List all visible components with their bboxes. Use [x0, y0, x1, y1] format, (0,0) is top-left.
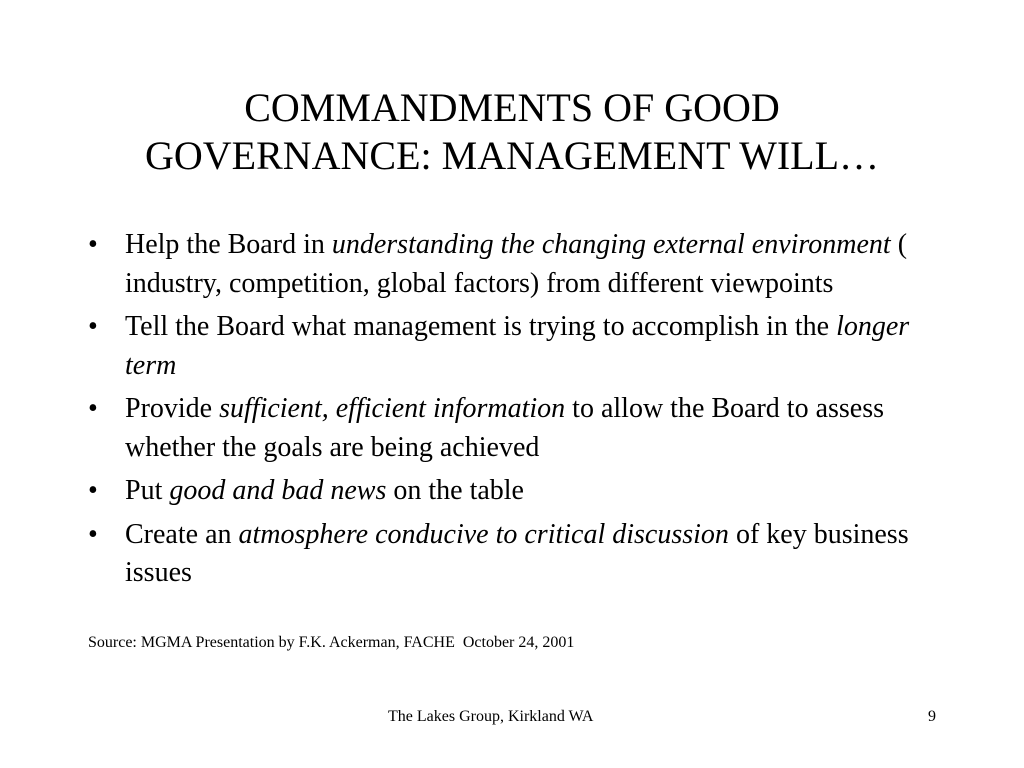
bullet-marker: •	[88, 518, 98, 550]
bullet-item-2	[88, 308, 948, 385]
bullet-text: Provide	[125, 393, 220, 424]
bullet-text: Tell the Board what management is trying to accomplish in the	[125, 311, 837, 342]
bullet-marker: •	[88, 311, 98, 342]
bullet-emphasis: good and bad news	[169, 475, 387, 506]
source-citation: Source: MGMA Presentation by F.K. Ackerman, FACHE October 24, 2001	[88, 634, 575, 651]
bullet-list	[88, 226, 948, 598]
bullet-text: Help the Board in	[125, 229, 332, 260]
bullet-emphasis: atmosphere conducive to critical discussion	[238, 518, 729, 550]
bullet-emphasis: understanding the changing external environment	[331, 229, 891, 260]
bullet-text: on the table	[386, 475, 524, 506]
slide-title	[60, 84, 964, 180]
bullet-item-1	[88, 226, 948, 303]
page-number: 9	[928, 708, 936, 725]
bullet-item-5	[88, 516, 948, 593]
bullet-text: ( industry, competition, global factors) from different viewpoints	[125, 229, 908, 299]
bullet-text: to allow the Board to assess whether the goals are being achieved	[125, 393, 885, 463]
bullet-item-4	[88, 472, 948, 511]
bullet-text: Put	[125, 475, 170, 506]
slide-title-line-2: GOVERNANCE: MANAGEMENT WILL…	[144, 133, 880, 178]
bullet-marker: •	[88, 475, 98, 506]
slide-title-line-1: COMMANDMENTS OF GOOD	[244, 85, 780, 130]
bullet-item-3	[88, 390, 948, 467]
bullet-text: of key business issues	[125, 518, 909, 588]
bullet-emphasis: longer term	[125, 311, 910, 381]
footer-organization: The Lakes Group, Kirkland WA	[388, 708, 594, 725]
bullet-text: Create an	[125, 518, 239, 550]
bullet-emphasis: sufficient, efficient information	[219, 393, 566, 424]
bullet-marker: •	[88, 393, 98, 424]
bullet-marker: •	[88, 229, 98, 260]
